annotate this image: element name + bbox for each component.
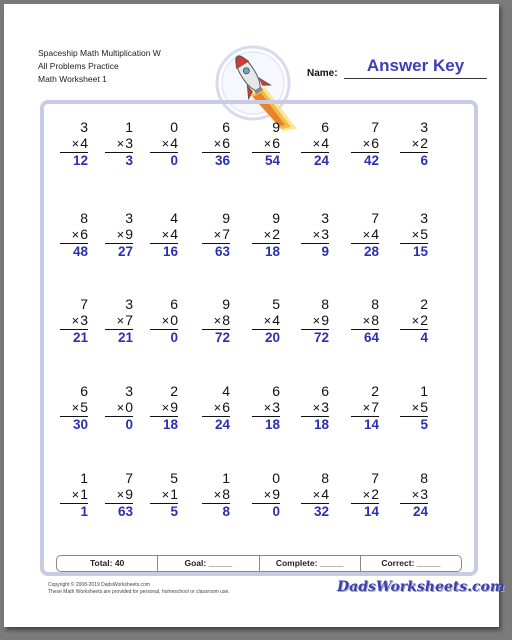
multiplicand: 6 (222, 119, 230, 135)
answer: 36 (214, 153, 230, 168)
problem-1-4 (194, 119, 230, 169)
multiplier: 8 (222, 486, 230, 502)
problem-2-2 (97, 210, 133, 260)
multiply-sign: × (213, 400, 222, 415)
multiply-sign: × (312, 227, 321, 242)
answer: 32 (313, 504, 329, 519)
problem-1-1 (52, 119, 88, 169)
answer: 18 (264, 417, 280, 432)
answer: 16 (162, 244, 178, 259)
multiplier-line (392, 135, 428, 151)
multiply-sign: × (411, 313, 420, 328)
problem-5-7 (343, 470, 379, 520)
multiplier: 1 (170, 486, 178, 502)
multiplier-line (194, 135, 230, 151)
multiplier-line (194, 399, 230, 415)
problem-2-5 (244, 210, 280, 260)
multiplier: 5 (80, 399, 88, 415)
multiplicand: 4 (170, 210, 178, 226)
multiplier-line (194, 226, 230, 242)
multiplier: 7 (371, 399, 379, 415)
multiplier: 3 (321, 226, 329, 242)
multiply-sign: × (71, 487, 80, 502)
multiplier-line (293, 486, 329, 502)
answer: 15 (412, 244, 428, 259)
multiply-sign: × (116, 487, 125, 502)
multiply-sign: × (71, 313, 80, 328)
problem-3-4 (194, 296, 230, 346)
answer: 72 (313, 330, 329, 345)
multiply-sign: × (312, 313, 321, 328)
problem-1-6 (293, 119, 329, 169)
multiply-sign: × (411, 400, 420, 415)
problem-3-8 (392, 296, 428, 346)
answer: 12 (72, 153, 88, 168)
answer: 0 (272, 504, 280, 519)
multiplier: 4 (321, 486, 329, 502)
multiplicand: 3 (321, 210, 329, 226)
answer: 72 (214, 330, 230, 345)
problem-5-3 (142, 470, 178, 520)
answer: 63 (117, 504, 133, 519)
multiply-sign: × (213, 136, 222, 151)
multiplier-line (293, 312, 329, 328)
multiplier: 3 (80, 312, 88, 328)
multiplier: 8 (371, 312, 379, 328)
problem-5-4 (194, 470, 230, 520)
multiply-sign: × (312, 400, 321, 415)
multiplier: 8 (222, 312, 230, 328)
multiplier-line (194, 312, 230, 328)
multiplier: 2 (272, 226, 280, 242)
multiplier: 4 (170, 226, 178, 242)
multiplier: 9 (125, 486, 133, 502)
answer: 28 (363, 244, 379, 259)
problem-5-2 (97, 470, 133, 520)
problem-3-3 (142, 296, 178, 346)
multiplier: 0 (125, 399, 133, 415)
multiplicand: 0 (170, 119, 178, 135)
multiplicand: 3 (125, 210, 133, 226)
problem-2-1 (52, 210, 88, 260)
multiply-sign: × (362, 227, 371, 242)
problem-2-7 (343, 210, 379, 260)
answer: 9 (321, 244, 329, 259)
multiplier: 0 (170, 312, 178, 328)
multiplier-line (142, 226, 178, 242)
multiplicand: 2 (170, 383, 178, 399)
multiply-sign: × (116, 227, 125, 242)
multiply-sign: × (71, 227, 80, 242)
multiply-sign: × (161, 136, 170, 151)
worksheet-title: Spaceship Math Multiplication W (38, 48, 161, 58)
multiplier-line (244, 486, 280, 502)
worksheet-header (38, 47, 161, 86)
multiplier: 7 (125, 312, 133, 328)
multiplier: 1 (80, 486, 88, 502)
multiplier-line (343, 312, 379, 328)
problem-4-8 (392, 383, 428, 433)
multiplicand: 5 (272, 296, 280, 312)
answer: 30 (72, 417, 88, 432)
multiplier: 3 (321, 399, 329, 415)
multiply-sign: × (161, 313, 170, 328)
multiply-sign: × (263, 136, 272, 151)
answer: 48 (72, 244, 88, 259)
multiplier: 6 (371, 135, 379, 151)
multiplicand: 6 (80, 383, 88, 399)
multiply-sign: × (161, 227, 170, 242)
multiplier-line (244, 135, 280, 151)
problem-2-3 (142, 210, 178, 260)
problem-1-7 (343, 119, 379, 169)
multiplier-line (142, 312, 178, 328)
multiplier: 2 (371, 486, 379, 502)
problem-5-5 (244, 470, 280, 520)
answer: 24 (412, 504, 428, 519)
multiply-sign: × (362, 313, 371, 328)
problem-4-5 (244, 383, 280, 433)
multiplicand: 7 (371, 470, 379, 486)
multiplicand: 8 (371, 296, 379, 312)
multiply-sign: × (362, 400, 371, 415)
multiplier: 7 (222, 226, 230, 242)
problem-5-6 (293, 470, 329, 520)
multiplier: 6 (222, 399, 230, 415)
multiply-sign: × (213, 487, 222, 502)
multiplier: 9 (170, 399, 178, 415)
multiplier: 5 (420, 399, 428, 415)
problem-4-3 (142, 383, 178, 433)
correct-field: Correct: _____ (381, 558, 441, 568)
multiplicand: 8 (321, 470, 329, 486)
multiply-sign: × (263, 227, 272, 242)
multiplier: 4 (170, 135, 178, 151)
multiply-sign: × (161, 487, 170, 502)
answer: 0 (170, 330, 178, 345)
answer: 24 (313, 153, 329, 168)
multiplier-line (194, 486, 230, 502)
multiply-sign: × (312, 487, 321, 502)
multiplier-line (97, 135, 133, 151)
multiplier-line (343, 135, 379, 151)
multiplier-line (392, 399, 428, 415)
answer: 24 (214, 417, 230, 432)
problem-5-1 (52, 470, 88, 520)
problem-4-6 (293, 383, 329, 433)
answer: 54 (264, 153, 280, 168)
multiply-sign: × (71, 136, 80, 151)
multiplicand: 3 (420, 210, 428, 226)
answer: 14 (363, 504, 379, 519)
multiplier: 2 (420, 135, 428, 151)
multiplier: 9 (125, 226, 133, 242)
worksheet-subtitle: All Problems Practice (38, 61, 119, 71)
score-bar (56, 555, 462, 572)
multiply-sign: × (312, 136, 321, 151)
copyright-notice (48, 582, 230, 596)
multiply-sign: × (263, 313, 272, 328)
multiply-sign: × (116, 136, 125, 151)
multiplier: 3 (125, 135, 133, 151)
multiplicand: 8 (420, 470, 428, 486)
usage-line: These Math Worksheets are provided for personal, homeschool or classroom use. (48, 589, 230, 595)
multiplier-line (52, 486, 88, 502)
problem-1-3 (142, 119, 178, 169)
multiplier-line (244, 226, 280, 242)
name-underline (344, 78, 487, 79)
multiplier: 3 (420, 486, 428, 502)
worksheet-page (4, 4, 505, 627)
answer: 20 (264, 330, 280, 345)
answer: 21 (72, 330, 88, 345)
multiplier: 9 (321, 312, 329, 328)
multiplicand: 3 (125, 383, 133, 399)
multiplier: 5 (420, 226, 428, 242)
multiplier-line (343, 399, 379, 415)
problem-4-1 (52, 383, 88, 433)
multiplier: 6 (80, 226, 88, 242)
problem-4-7 (343, 383, 379, 433)
problem-4-2 (97, 383, 133, 433)
multiplier: 4 (272, 312, 280, 328)
multiplicand: 6 (321, 119, 329, 135)
multiplier-line (142, 399, 178, 415)
answer: 3 (125, 153, 133, 168)
multiplicand: 4 (222, 383, 230, 399)
answer: 21 (117, 330, 133, 345)
multiplier-line (293, 135, 329, 151)
multiplier-line (244, 399, 280, 415)
problem-2-4 (194, 210, 230, 260)
multiply-sign: × (263, 487, 272, 502)
multiplicand: 5 (170, 470, 178, 486)
problem-2-6 (293, 210, 329, 260)
answer: 18 (313, 417, 329, 432)
multiply-sign: × (161, 400, 170, 415)
multiply-sign: × (362, 487, 371, 502)
problem-1-8 (392, 119, 428, 169)
multiplier-line (52, 226, 88, 242)
answer: 4 (420, 330, 428, 345)
multiplier: 4 (321, 135, 329, 151)
multiplier-line (97, 312, 133, 328)
multiplier-line (293, 399, 329, 415)
answer: 18 (162, 417, 178, 432)
multiplicand: 1 (125, 119, 133, 135)
answer: 5 (170, 504, 178, 519)
answer: 0 (125, 417, 133, 432)
multiplicand: 1 (80, 470, 88, 486)
multiplier-line (97, 226, 133, 242)
name-label: Name: (307, 68, 338, 79)
multiplier-line (97, 399, 133, 415)
multiplier: 4 (371, 226, 379, 242)
goal-field: Goal: _____ (158, 556, 259, 571)
multiply-sign: × (213, 313, 222, 328)
copyright-line: Copyright © 2008-2019 DadsWorksheets.com (48, 582, 150, 588)
problem-3-5 (244, 296, 280, 346)
multiplicand: 6 (272, 383, 280, 399)
problem-1-2 (97, 119, 133, 169)
problem-5-8 (392, 470, 428, 520)
dadsworksheets-logo: DadsWorksheets.com (337, 579, 505, 595)
answer: 5 (420, 417, 428, 432)
multiply-sign: × (411, 227, 420, 242)
answer: 42 (363, 153, 379, 168)
total-field: Total: 40 (57, 556, 158, 571)
multiplier-line (142, 486, 178, 502)
answer: 8 (222, 504, 230, 519)
multiply-sign: × (71, 400, 80, 415)
multiplier-line (52, 399, 88, 415)
multiplicand: 7 (80, 296, 88, 312)
answer: 6 (420, 153, 428, 168)
problem-3-1 (52, 296, 88, 346)
multiply-sign: × (116, 313, 125, 328)
multiplicand: 8 (80, 210, 88, 226)
multiplicand: 7 (125, 470, 133, 486)
multiplier-line (244, 312, 280, 328)
problem-1-5 (244, 119, 280, 169)
multiply-sign: × (362, 136, 371, 151)
multiply-sign: × (213, 227, 222, 242)
answer: 27 (117, 244, 133, 259)
multiplier-line (142, 135, 178, 151)
multiplicand: 9 (272, 119, 280, 135)
answer: 1 (80, 504, 88, 519)
complete-field: Complete: _____ (260, 556, 361, 571)
multiplier: 4 (80, 135, 88, 151)
multiplier: 2 (420, 312, 428, 328)
answer-key-title: Answer Key (366, 56, 465, 75)
multiplier-line (343, 486, 379, 502)
multiply-sign: × (411, 487, 420, 502)
problem-3-6 (293, 296, 329, 346)
multiplicand: 3 (125, 296, 133, 312)
multiplier-line (97, 486, 133, 502)
answer: 0 (170, 153, 178, 168)
multiplicand: 2 (420, 296, 428, 312)
multiplicand: 7 (371, 210, 379, 226)
multiplier: 6 (222, 135, 230, 151)
multiplicand: 2 (371, 383, 379, 399)
multiplier: 3 (272, 399, 280, 415)
answer: 64 (363, 330, 379, 345)
multiplicand: 7 (371, 119, 379, 135)
answer: 14 (363, 417, 379, 432)
multiplier-line (392, 486, 428, 502)
multiplier-line (52, 312, 88, 328)
multiplicand: 9 (222, 296, 230, 312)
multiplicand: 1 (222, 470, 230, 486)
multiply-sign: × (411, 136, 420, 151)
problem-4-4 (194, 383, 230, 433)
worksheet-number: Math Worksheet 1 (38, 74, 107, 84)
multiplicand: 8 (321, 296, 329, 312)
multiplier-line (392, 226, 428, 242)
multiplier-line (392, 312, 428, 328)
answer: 63 (214, 244, 230, 259)
multiplicand: 9 (222, 210, 230, 226)
multiplier: 6 (272, 135, 280, 151)
multiplier-line (52, 135, 88, 151)
multiplicand: 9 (272, 210, 280, 226)
problem-3-7 (343, 296, 379, 346)
answer: 18 (264, 244, 280, 259)
problem-2-8 (392, 210, 428, 260)
multiplicand: 3 (80, 119, 88, 135)
multiply-sign: × (116, 400, 125, 415)
multiplier-line (343, 226, 379, 242)
multiplier: 9 (272, 486, 280, 502)
multiplier-line (293, 226, 329, 242)
multiply-sign: × (263, 400, 272, 415)
multiplicand: 3 (420, 119, 428, 135)
problem-3-2 (97, 296, 133, 346)
multiplicand: 1 (420, 383, 428, 399)
multiplicand: 6 (170, 296, 178, 312)
multiplicand: 6 (321, 383, 329, 399)
multiplicand: 0 (272, 470, 280, 486)
